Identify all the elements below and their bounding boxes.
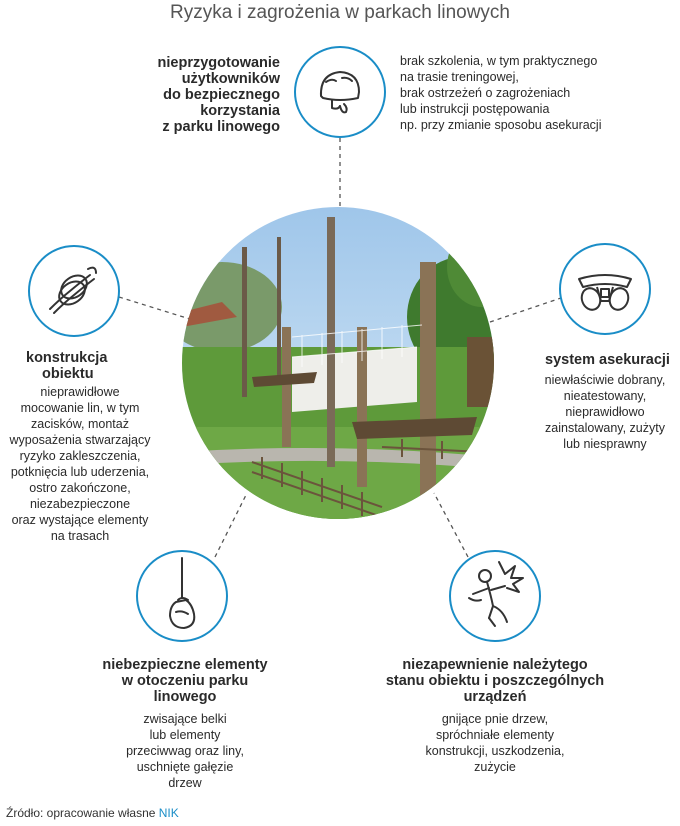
falling-person-icon [451,552,538,639]
hanging-bag-icon-circle [136,550,228,642]
left-description: nieprawidłowe mocowanie lin, w tym zacisków, montaż wyposażenia stwarzający ryzyko zakleszczenia, potknięcia lub uderzenia, ostro zakończone, niezabezpieczone oraz wystające elementy na trasach [9,385,151,543]
bottom-right-heading: niezapewnienie należytego stanu obiektu i poszczególnych urządzeń [385,657,605,705]
harness-icon [561,245,648,332]
left-heading: konstrukcja obiektu [26,350,108,382]
bottom-left-description: zwisające belki lub elementy przeciwwag oraz liny, uschnięte gałęzie drzew [126,712,244,790]
top-heading: nieprzygotowanie użytkowników do bezpiecznego korzystania z parku linowego [157,55,280,135]
connector-bottom-right [434,493,468,557]
helmet-icon [296,48,383,135]
harness-icon-circle [559,243,651,335]
right-description: niewłaściwie dobrany, nieatestowany, nieprawidłowo zainstalowany, zużyty lub niesprawny [544,373,666,451]
bottom-left-heading: niebezpieczne elementy w otoczeniu parku linowego [102,657,268,705]
source-label: Źródło: opracowanie własne [6,806,159,820]
falling-person-icon-circle [449,550,541,642]
connector-left [119,297,193,320]
hanging-bag-icon [138,552,225,639]
right-heading: system asekuracji [545,352,670,368]
connector-right [490,298,561,322]
rope-park-photo [182,207,494,519]
knot-icon-circle [28,245,120,337]
top-description: brak szkolenia, w tym praktycznego na trasie treningowej, brak ostrzeżeń o zagrożeniach lub instrukcji postępowania np. przy zmianie sposobu asekuracji [400,54,602,132]
source-org: NIK [158,806,179,820]
page-title: Ryzyka i zagrożenia w parkach linowych [169,2,511,23]
bottom-right-description: gnijące pnie drzew, spróchniałe elementy konstrukcji, uszkodzenia, zużycie [425,712,565,774]
source-note [6,806,179,820]
connector-bottom-left [215,493,247,557]
knot-icon [30,247,117,334]
helmet-icon-circle [294,46,386,138]
